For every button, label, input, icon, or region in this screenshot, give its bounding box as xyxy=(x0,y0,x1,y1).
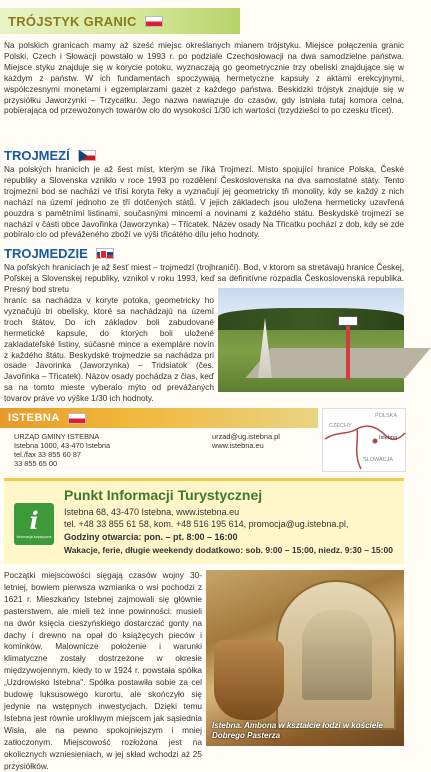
slovak-flag-icon xyxy=(96,248,114,259)
road-shape xyxy=(245,348,430,378)
poland-flag-icon xyxy=(145,16,163,27)
office-phone: tel./fax 33 855 60 87 xyxy=(14,450,81,459)
church-photo xyxy=(206,570,404,746)
istebna-title: ISTEBNA xyxy=(8,412,60,424)
czech-flag-icon xyxy=(78,150,96,161)
border-line-south xyxy=(357,429,361,469)
map-label-poland: POLSKA xyxy=(375,413,398,419)
info-hours-row xyxy=(64,532,238,542)
title-banner xyxy=(0,8,240,34)
info-title: Punkt Informacji Turystycznej xyxy=(64,487,263,503)
border-sign-shape xyxy=(338,316,358,326)
info-hours: pon. – pt. 8:00 – 16:00 xyxy=(144,532,238,542)
slovak-paragraph-top: Na poľských hraniciach je až šesť miest – trojmedzí (trojhraničí). Bod, v ktorom sa stretávajú hranice Českej, Poľskej a Slovenskej republiky, vznikol v roku 1993, keď sa definitívne rozpadla Československá republika. Presný bod stretu xyxy=(4,262,404,294)
map-label-czechia: CZECHY xyxy=(329,423,352,429)
info-icon-caption: informacja turystyczna xyxy=(16,535,52,539)
office-web[interactable]: www.istebna.eu xyxy=(212,441,264,450)
history-paragraph: Początki miejscowości sięgają czasów wojny 30-letniej, bowiem pierwsza wzmianka o wsi pochodzi z 1621 r. Mieszkańcy Istebnej zajmowali się głównie pasterstwem, ale mieli też inne powinności: musieli na dwór księcia cieszyńskiego dostarczać gonty na dachy i drewno na opał do książęcych pieców i kominków. Malownicze położenie i warunki klimatyczne zostały dostrzeżone w okresie międzywojennym, kiedy to w 1924 r. powstała spółka „Uzdrowisko Istebna". Spółka postawiła sobie za cel budowę luksusowego kurortu, ale skończyło się jedynie na wstępnych inwestycjach. Dzięki temu Istebna jest równie urokliwym miejscem jak sąsiednia Wisła, ale na pewno spokojniejszym i mniej zatłoczonym. Miejscowość rozłożona jest na okolicznych wzniesieniach, w jej skład wchodzi aż 25 przysiółków. xyxy=(4,570,202,771)
slovak-heading xyxy=(4,246,114,261)
office-contact xyxy=(14,432,110,468)
office-email[interactable]: urzad@ug.istebna.pl xyxy=(212,432,280,441)
church-fresco-shape xyxy=(302,610,372,700)
page-title: TRÓJSTYK GRANIC xyxy=(8,13,137,29)
slovak-title: TROJMEDZIE xyxy=(4,246,88,261)
info-hours-label: Godziny otwarcia: xyxy=(64,532,142,542)
boat-pulpit-shape xyxy=(214,640,284,720)
office-online xyxy=(212,432,280,450)
czech-paragraph: Na polských hranicích je až šest míst, kterým se říká Trojmezí. Místo spojující hranice Polska, České republiky a Slovenska vzniklo v roce 1993 po rozdělení Československa na dva samostatné státy. Tento trojmezní bod se nachází ve třísi koryta řeky a vyznačují jej geometricky tři monolity, kdy se každý z nich nachází na území jednoho ze tří dotčených států. V jejich základech jsou uložena hermeticky uzavřená pouzdra s pamětními listinami, současnými mincemi a novinami z každého státu. Beskydské trojmezí se nachází v části obce Javořinka (Jaworzynka) – Třicatek. Název osady Na Třicatku pochází z dob, kdy se zde pobíralo clo od převáženého zboží ve výši třicátého dílu jeho hodnoty. xyxy=(4,164,404,240)
map-label-slovakia: SŁOWACJA xyxy=(363,457,394,463)
polish-paragraph: Na polskich granicach mamy aż sześć miejsc określanych mianem trójstyku. Miejsce połączenia granic Polski, Czech i Słowacji powstało w 1993 r. po podziale Czechosłowacji na dwa samodzielne państwa. Miejsce styku znajduje się w korycie potoku, wyznaczają go geometrycznie trzy obeliski znajdujące się w każdym z państw. W ich fundamentach spoczywają hermetyczne kapsuły z aktami erekcyjnymi, współczesnymi monetami i egzemplarzami gazet z każdego państwa. Beskidzki trójstyk znajduje się w przysiółku Jaworzynki – Trzycatku. Jego nazwa nawiązuje do czasów, gdy istniała tutaj komora celna, pobierająca od przewożonych towarów cło do wysokości 1/30 ich wartości (trzydzieści to po czesku třicet). xyxy=(4,40,404,116)
info-holidays: Wakacje, ferie, długie weekendy dodatkowo: sob. 9:00 – 15:00, niedz. 9:30 – 15:00 xyxy=(64,545,393,555)
czech-title: TROJMEZÍ xyxy=(4,148,70,163)
info-address: Istebna 68, 43-470 Istebna, www.istebna.eu xyxy=(64,507,240,517)
location-map xyxy=(322,408,406,472)
poland-flag-icon-small xyxy=(68,413,86,424)
slovak-paragraph-body: hraníc sa nachádza v koryte potoka, geometricky ho vyznačujú tri obelisky, ktoré sa nachádzajú na území troch štátov. Do ich základov boli zabudované hermetické kapsule, do ktorých boli uložené zakladateľské listiny, súčasné mince a exempláre novín z každého štátu. Beskydské trojmedzie sa nachádza pri osade Javorinka (Jaworzynka) – Tridsiatok (čes. Javořinka – Třicatek). Názov osady pochádza z čias, keď sa na tomto mieste vyberalo mýto od prevážaných tovarov práve vo výške 1/30 ich hodnoty. xyxy=(4,295,214,404)
office-name: URZĄD GMINY ISTEBNA xyxy=(14,432,100,441)
tourist-info-box xyxy=(4,478,404,564)
map-label-town: Istebna xyxy=(379,435,398,441)
office-phone2: 33 855 65 00 xyxy=(14,459,58,468)
office-address: Istebna 1000, 43-470 Istebna xyxy=(14,441,111,450)
photo-caption: Istebna. Ambona w kształcie łodzi w kościele Dobrego Pasterza xyxy=(212,721,383,740)
istebna-banner xyxy=(0,408,318,428)
tripoint-photo xyxy=(218,288,404,392)
info-icon: i informacja turystyczna xyxy=(14,503,54,545)
forest-shape xyxy=(218,308,404,330)
istebna-marker-icon xyxy=(373,439,378,444)
info-phones: tel. +48 33 855 61 58, kom. +48 516 195 614, promocja@ug.istebna.pl, xyxy=(64,519,349,529)
czech-heading xyxy=(4,148,96,163)
